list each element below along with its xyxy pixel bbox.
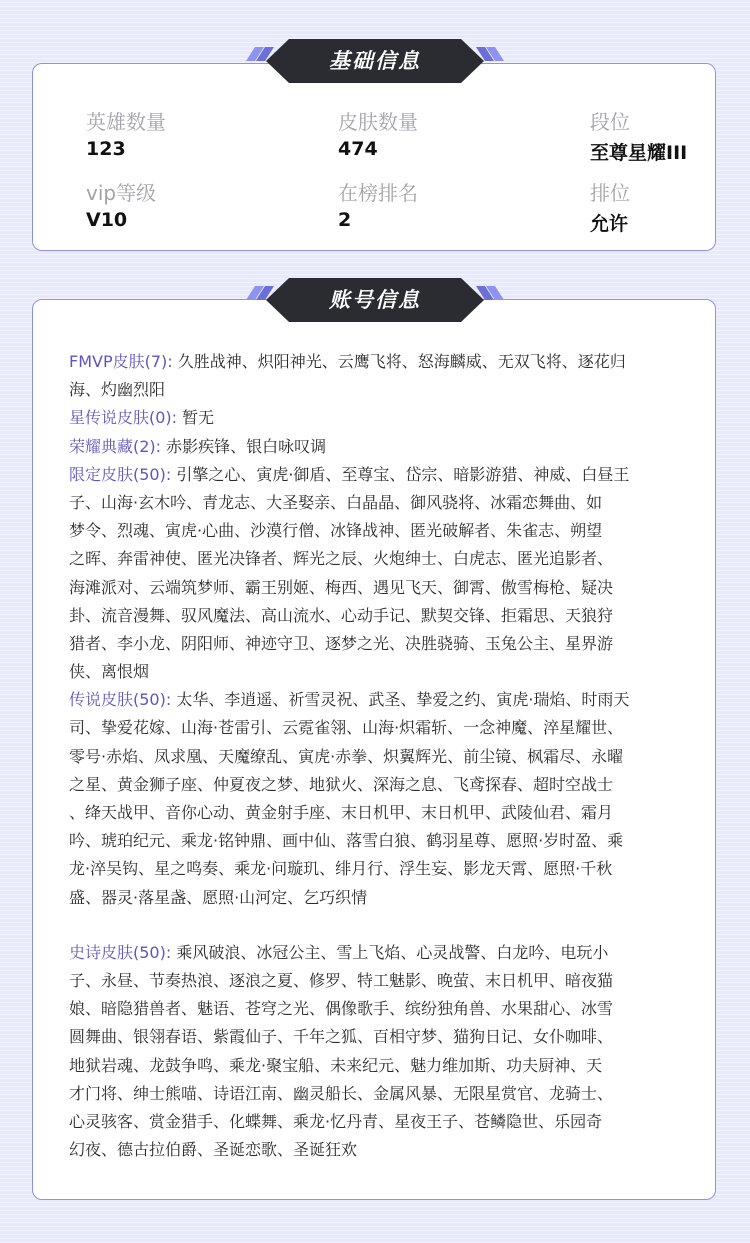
skin-list-line	[69, 995, 691, 1023]
skin-category-label: FMVP皮肤(7):	[69, 352, 178, 371]
stat-value: 至尊星耀III	[590, 142, 688, 164]
skin-category-line	[69, 939, 691, 967]
skin-category-label: 传说皮肤(50):	[69, 690, 177, 710]
skin-list-line	[69, 489, 691, 517]
skin-list-line	[69, 630, 691, 658]
stat-value: 474	[338, 138, 378, 160]
skin-names: 卦、流音漫舞、驭风魔法、高山流水、心动手记、默契交锋、拒霜思、天狼狩	[69, 605, 614, 625]
skin-names: 子、山海·玄木吟、青龙志、大圣娶亲、白晶晶、御风骁将、冰霜恋舞曲、如	[69, 492, 603, 512]
skin-list-line	[69, 517, 691, 545]
skin-names: 幻夜、德古拉伯爵、圣诞恋歌、圣诞狂欢	[69, 1140, 358, 1160]
skin-names: 海滩派对、云端筑梦师、霸王别姬、梅西、遇见飞天、御霄、傲雪梅枪、疑决	[69, 577, 614, 597]
stat-label: 段位	[590, 110, 630, 134]
skin-category-label: 荣耀典藏(2):	[69, 436, 167, 456]
skin-names: 龙·淬吴钩、星之鸣奏、乘龙·问璇玑、绯月行、浮生妄、影龙天霄、愿照·千秋	[69, 859, 613, 879]
skin-list-line	[69, 376, 691, 404]
basic-info-banner	[244, 38, 506, 84]
skin-names: 侠、离恨烟	[69, 662, 150, 682]
skin-list-line	[69, 1136, 691, 1164]
account-skin-list	[69, 348, 691, 1164]
skin-list-line	[69, 855, 691, 883]
skin-list-line	[69, 967, 691, 995]
skin-category-line	[69, 433, 691, 461]
skin-list-line	[69, 574, 691, 602]
skin-list-line	[69, 743, 691, 771]
stat-value: 2	[338, 209, 352, 231]
skin-names: 久胜战神、炽阳神光、云鹰飞将、怒海麟威、无双飞将、逐花归	[177, 352, 626, 371]
skin-names: 梦令、烈魂、寅虎·心曲、沙漠行僧、冰锋战神、匿光破解者、朱雀志、朔望	[69, 521, 603, 541]
skin-list-line	[69, 714, 691, 742]
skin-names: 零号·赤焰、凤求凰、天魔缭乱、寅虎·赤拳、炽翼辉光、前尘镜、枫霜尽、永曜	[69, 746, 624, 766]
skin-category-line	[69, 348, 691, 376]
section-gap	[69, 912, 691, 939]
skin-category-label: 星传说皮肤(0):	[69, 408, 183, 428]
skin-list-line	[69, 658, 691, 686]
stat-label: 皮肤数量	[338, 110, 418, 134]
skin-list-line	[69, 771, 691, 799]
account-info-banner	[244, 277, 506, 323]
skin-names: 乘风破浪、冰冠公主、雪上飞焰、心灵战警、白龙吟、电玩小	[176, 942, 609, 962]
skin-names: 、绛天战甲、音你心动、黄金射手座、末日机甲、末日机甲、武陵仙君、霜月	[69, 803, 614, 822]
skin-names: 猎者、李小龙、阴阳师、神迹守卫、逐梦之光、决胜骁骑、玉兔公主、星界游	[69, 633, 614, 653]
skin-names: 娘、暗隐猎兽者、魅语、苍穹之光、偶像歌手、缤纷独角兽、水果甜心、冰雪	[69, 999, 614, 1019]
stat-label: 英雄数量	[86, 110, 166, 134]
skin-names: 司、挚爱花嫁、山海·苍雷引、云霓雀翎、山海·炽霜斩、一念神魔、淬星耀世、	[69, 718, 624, 738]
skin-names: 之星、黄金狮子座、仲夏夜之梦、地狱火、深海之息、飞鸢探春、超时空战士	[69, 774, 614, 794]
skin-names: 海、灼幽烈阳	[69, 380, 166, 400]
skin-names: 吟、琥珀纪元、乘龙·铭钟鼎、画中仙、落雪白狼、鹤羽星尊、愿照·岁时盈、乘	[69, 831, 624, 851]
skin-names: 盛、器灵·落星盏、愿照·山河定、乞巧织情	[69, 887, 368, 907]
stat-label: vip等级	[86, 181, 157, 205]
skin-category-line	[69, 404, 691, 432]
skin-names: 太华、李逍遥、祈雪灵祝、武圣、挚爱之约、寅虎·瑞焰、时雨天	[176, 690, 630, 710]
skin-names: 地狱岩魂、龙鼓争鸣、乘龙·聚宝船、未来纪元、魅力维加斯、功夫厨神、天	[69, 1055, 603, 1075]
account-info-card	[32, 299, 716, 1200]
skin-category-label: 史诗皮肤(50):	[69, 942, 177, 962]
stat-label: 排位	[590, 181, 630, 205]
skin-list-line	[69, 602, 691, 630]
skin-list-line	[69, 827, 691, 855]
skin-list-line	[69, 1108, 691, 1136]
skin-names: 圆舞曲、银翎春语、紫霞仙子、千年之狐、百相守梦、猫狗日记、女仆咖啡、	[69, 1027, 614, 1047]
stat-value: 123	[86, 138, 126, 160]
skin-names: 赤影疾锋、银白咏叹调	[166, 436, 327, 456]
skin-category-line	[69, 686, 691, 714]
stat-value: 允许	[590, 213, 629, 235]
stat-label: 在榜排名	[338, 181, 418, 205]
skin-names: 引擎之心、寅虎·御盾、至尊宝、岱宗、暗影游猎、神威、白昼王	[176, 464, 630, 484]
stat-value: V10	[86, 209, 128, 231]
skin-names: 之晖、奔雷神使、匿光决锋者、辉光之辰、火炮绅士、白虎志、匿光追影者、	[69, 549, 614, 569]
skin-names: 子、永昼、节奏热浪、逐浪之夏、修罗、特工魅影、晚萤、末日机甲、暗夜猫	[69, 970, 614, 990]
skin-list-line	[69, 545, 691, 573]
skin-category-label: 限定皮肤(50):	[69, 464, 177, 484]
skin-names: 才门将、绅士熊喵、诗语江南、幽灵船长、金属风暴、无限星赏官、龙骑士、	[69, 1083, 614, 1103]
skin-list-line	[69, 1052, 691, 1080]
skin-names: 心灵骇客、赏金猎手、化蝶舞、乘龙·忆丹青、星夜王子、苍鳞隐世、乐园奇	[69, 1111, 603, 1131]
skin-list-line	[69, 1080, 691, 1108]
skin-list-line	[69, 1023, 691, 1051]
skin-list-line	[69, 884, 691, 912]
skin-category-line	[69, 461, 691, 489]
skin-list-line	[69, 799, 691, 827]
account-info-title: 账号信息	[329, 288, 421, 312]
basic-info-title: 基础信息	[329, 49, 421, 73]
skin-names: 暂无	[182, 408, 215, 428]
